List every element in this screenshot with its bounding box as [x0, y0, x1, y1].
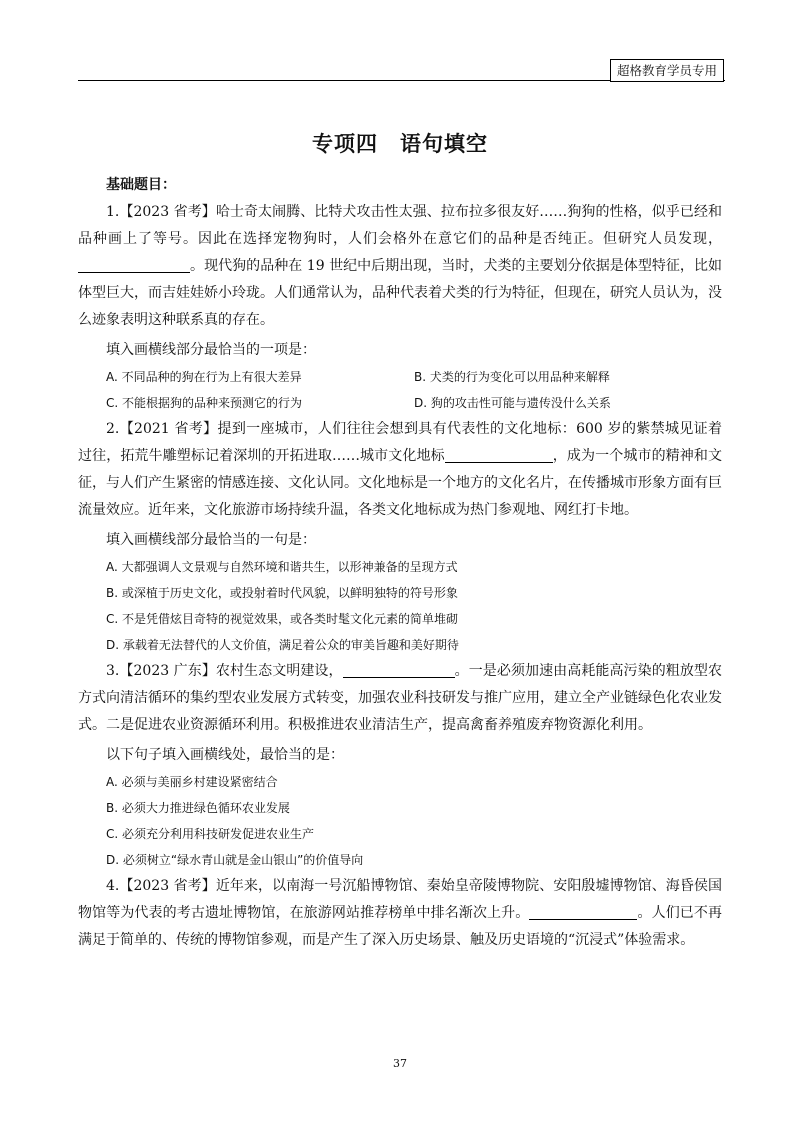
option-a: A. 不同品种的狗在行为上有很大差异: [106, 370, 302, 384]
option-c: C. 不是凭借炫目奇特的视觉效果，或各类时髦文化元素的简单堆砌: [106, 612, 459, 626]
question-text-line: 。现代狗的品种在 19 世纪中后期出现，当时，犬类的主要划分依据是体型特征，比如: [78, 253, 722, 280]
question-text-line: 物馆等为代表的考古遗址博物馆，在旅游网站推荐榜单中排名渐次上升。 。人们已不再: [78, 905, 722, 921]
page-number: 37: [393, 1057, 407, 1070]
question-text-line: 品种画上了等号。因此在选择宠物狗时，人们会格外在意它们的品种是否纯正。但研究人员发现，: [78, 231, 722, 247]
title-part-1: 专项四: [312, 131, 378, 156]
question-text-line: 式。二是促进农业资源循环利用。积极推进农业清洁生产，提高禽畜养殖废弃物资源化利用。: [78, 717, 652, 733]
question-text-line: 2.【2021 省考】提到一座城市，人们往往会想到具有代表性的文化地标：600 岁的紫禁城见证着: [106, 421, 722, 437]
question-prompt: 以下句子填入画横线处，最恰当的是：: [106, 747, 344, 763]
question-text-line: 1.【2023 省考】哈士奇太闹腾、比特犬攻击性太强、拉布拉多很友好……狗狗的性格，似乎已经和: [106, 204, 722, 220]
question-text-line: 么迹象表明这种联系真的存在。: [78, 312, 274, 328]
question-text-line: 3.【2023 广东】农村生态文明建设， 。一是必须加速由高耗能高污染的粗放型农: [106, 663, 722, 679]
answer-blank: [78, 256, 190, 273]
question-prompt: 填入画横线部分最恰当的一句是：: [106, 532, 316, 548]
option-d: D. 狗的攻击性可能与遗传没什么关系: [414, 396, 611, 410]
question-text-line: 满足于简单的、传统的博物馆参观，而是产生了深入历史场景、触及历史语境的“沉浸式”体验需求。: [78, 932, 695, 948]
page-title: [0, 128, 800, 158]
question-text-line: 过往，拓荒牛雕塑标记着深圳的开拓进取……城市文化地标 ，成为一个城市的精神和文: [78, 448, 722, 464]
question-2: [78, 416, 722, 658]
question-text-line: 征，与人们产生紧密的情感连接、文化认同。文化地标是一个地方的文化名片，在传播城市形象方面有巨: [78, 475, 722, 491]
question-1: [78, 199, 722, 416]
answer-blank: [445, 446, 553, 463]
option-c: C. 必须充分利用科技研发促进农业生产: [106, 827, 315, 841]
question-prompt: 填入画横线部分最恰当的一项是：: [106, 342, 316, 358]
option-a: A. 大都强调人文景观与自然环境和谐共生，以形神兼备的呈现方式: [106, 560, 458, 574]
question-number: 3.【2023 广东】: [106, 663, 216, 679]
option-d: D. 必须树立“绿水青山就是金山银山”的价值导向: [106, 853, 364, 867]
question-text-line: 4.【2023 省考】近年来，以南海一号沉船博物馆、秦始皇帝陵博物院、安阳殷墟博物馆、海昏侯国: [106, 878, 722, 894]
content-body: [78, 172, 722, 954]
option-c: C. 不能根据狗的品种来预测它的行为: [106, 396, 303, 410]
option-b: B. 必须大力推进绿色循环农业发展: [106, 801, 290, 815]
answer-blank: [343, 661, 455, 678]
question-text-line: 流量效应。近年来，文化旅游市场持续升温，各类文化地标成为热门参观地、网红打卡地。: [78, 502, 638, 518]
option-b: B. 或深植于历史文化，或投射着时代风貌，以鲜明独特的符号形象: [106, 586, 458, 600]
option-a: A. 必须与美丽乡村建设紧密结合: [106, 775, 278, 789]
title-part-2: 语句填空: [400, 131, 488, 156]
answer-blank: [529, 903, 637, 920]
question-3: [78, 658, 722, 873]
option-row: [78, 364, 722, 390]
question-number: 2.【2021 省考】: [106, 421, 218, 437]
section-label: 基础题目：: [106, 177, 176, 193]
question-number: 1.【2023 省考】: [106, 204, 216, 220]
question-text-line: 方式向清洁循环的集约型农业发展方式转变，加强农业科技研发与推广应用，建立全产业链绿色化农业发: [78, 690, 722, 706]
header-badge: 超格教育学员专用: [610, 59, 724, 82]
question-number: 4.【2023 省考】: [106, 878, 216, 894]
option-d: D. 承载着无法替代的人文价值，满足着公众的审美旨趣和美好期待: [106, 638, 459, 652]
question-text-line: 体型巨大，而吉娃娃娇小玲珑。人们通常认为，品种代表着犬类的行为特征，但现在，研究人员认为，没: [78, 285, 722, 301]
option-row: [78, 390, 722, 416]
question-4: [78, 873, 722, 954]
option-b: B. 犬类的行为变化可以用品种来解释: [414, 370, 610, 384]
